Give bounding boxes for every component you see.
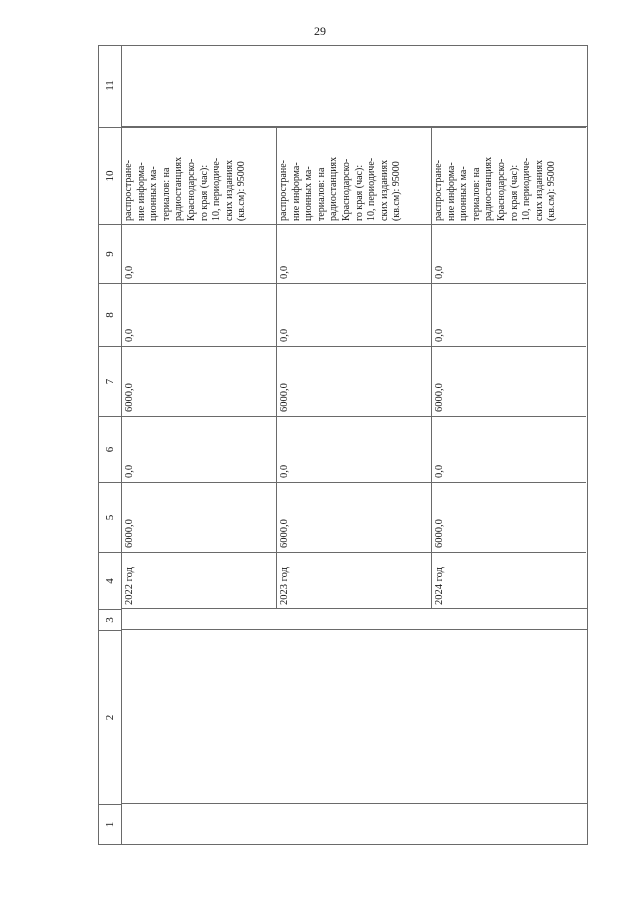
value-cell: 0,0 xyxy=(276,224,431,283)
col-header-11: 11 xyxy=(104,80,116,91)
table-row xyxy=(431,46,586,844)
value-cell: 6000,0 xyxy=(276,346,431,416)
header-row xyxy=(99,46,122,844)
value-cell: 6000,0 xyxy=(431,482,586,552)
year-cell: 2022 год xyxy=(121,552,276,609)
page-number: 29 xyxy=(314,24,326,38)
col-header-10: 10 xyxy=(99,127,121,224)
value-cell: 0,0 xyxy=(121,416,276,482)
col-header-3: 3 xyxy=(99,609,121,630)
value-cell: 0,0 xyxy=(121,283,276,346)
col-header-7: 7 xyxy=(99,346,121,416)
value-cell: 0,0 xyxy=(431,224,586,283)
value-cell: 6000,0 xyxy=(431,346,586,416)
rotated-table xyxy=(98,45,588,845)
table-row xyxy=(276,46,431,844)
value-cell: 0,0 xyxy=(276,283,431,346)
value-cell: 6000,0 xyxy=(276,482,431,552)
year-cell: 2024 год xyxy=(431,552,586,609)
table-row xyxy=(121,46,276,844)
table-body xyxy=(121,46,587,844)
col-header-1: 1 xyxy=(99,804,121,844)
value-cell: 0,0 xyxy=(276,416,431,482)
value-cell: 6000,0 xyxy=(121,346,276,416)
col-header-6: 6 xyxy=(99,416,121,482)
col-header-8: 8 xyxy=(99,283,121,346)
col-header-2: 2 xyxy=(99,630,121,804)
description-cell: распростране- ние информа- ционных ма- териалов: на радиостанциях Краснодарско- го края (час): 10, периодиче- ских изданиях (кв.см): 95000 xyxy=(121,127,276,224)
value-cell: 6000,0 xyxy=(121,482,276,552)
col-header-5: 5 xyxy=(99,482,121,552)
description-cell: распростране- ние информа- ционных ма- териалов: на радиостанциях Краснодарско- го края (час): 10, периодиче- ских изданиях (кв.см): 95000 xyxy=(276,127,431,224)
year-cell: 2023 год xyxy=(276,552,431,609)
col-header-4: 4 xyxy=(99,552,121,609)
value-cell: 0,0 xyxy=(431,416,586,482)
description-cell: распростране- ние информа- ционных ма- териалов: на радиостанциях Краснодарско- го края (час): 10, периодиче- ских изданиях (кв.см): 95000 xyxy=(431,127,586,224)
value-cell: 0,0 xyxy=(121,224,276,283)
value-cell: 0,0 xyxy=(431,283,586,346)
col-header-9: 9 xyxy=(99,224,121,283)
